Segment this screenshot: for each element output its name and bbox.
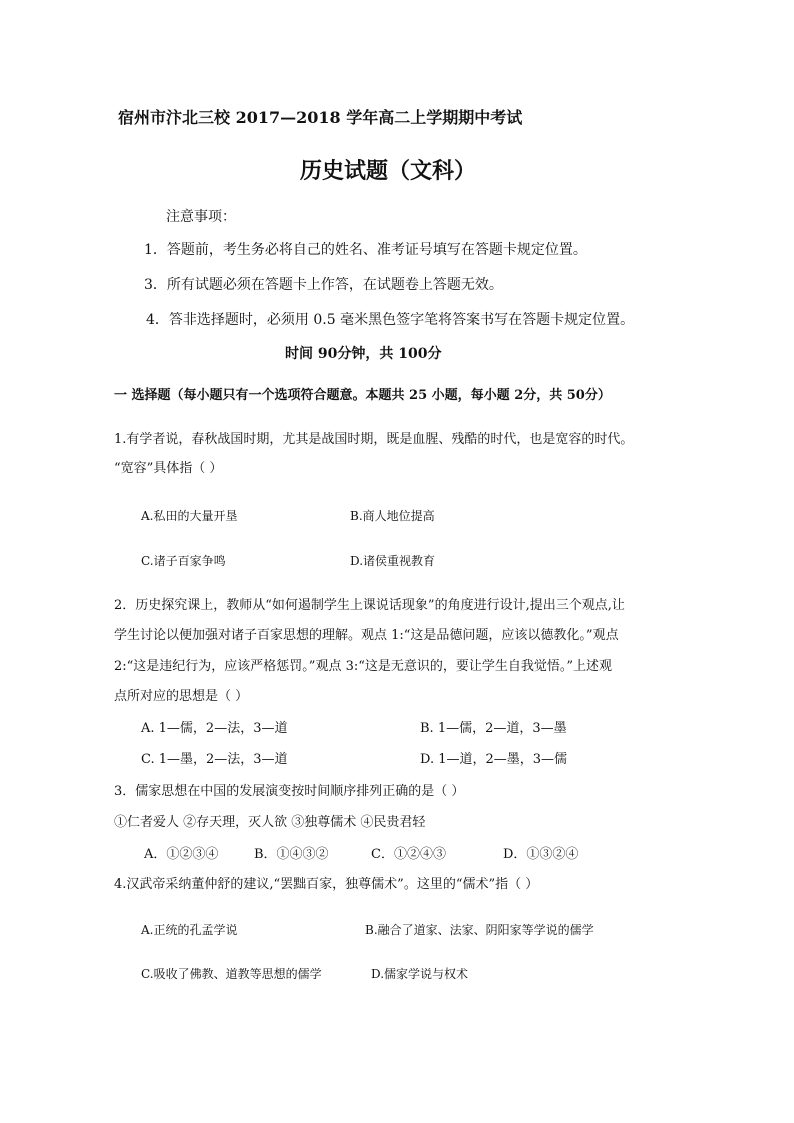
notes-heading: 注意事项： [166, 209, 236, 225]
question-3-option-d: D．①③②④ [503, 847, 579, 862]
time-info: 时间 90分钟，共 100分 [285, 346, 442, 362]
question-1-option-c: C.诸子百家争鸣 [141, 554, 226, 568]
question-2-line: 点所对应的思想是（ ） [114, 689, 249, 704]
question-3-line: ①仁者爱人 ②存天理，灭人欲 ③独尊儒术 ④民贵君轻 [114, 815, 426, 830]
question-2-option-b: B. 1—儒，2—道，3—墨 [420, 721, 567, 736]
question-4-option-a: A.正统的孔孟学说 [141, 923, 238, 937]
question-3-option-b: B．①④③② [254, 847, 329, 862]
question-2-option-c: C. 1—墨，2—法，3—道 [141, 752, 288, 767]
note-item: 1．答题前，考生务必将自己的姓名、准考证号填写在答题卡规定位置。 [144, 242, 587, 258]
question-2-option-a: A. 1—儒，2—法，3—道 [141, 721, 288, 736]
question-2-line: 2．历史探究课上，教师从“如何遏制学生上课说话现象”的角度进行设计,提出三个观点,让 [114, 598, 625, 613]
subject-title: 历史试题（文科） [300, 158, 477, 184]
question-1-option-b: B.商人地位提高 [350, 509, 435, 523]
question-1-option-a: A.私田的大量开垦 [141, 509, 238, 523]
note-item: 4．答非选择题时，必须用 0.5 毫米黑色签字笔将答案书写在答题卡规定位置。 [146, 312, 635, 328]
question-3-line: 3．儒家思想在中国的发展演变按时间顺序排列正确的是（ ） [114, 784, 465, 799]
question-3-option-a: A．①②③④ [144, 847, 219, 862]
question-2-option-d: D. 1—道，2—墨，3—儒 [420, 752, 568, 767]
question-4-line: 4.汉武帝采纳董仲舒的建议,“罢黜百家，独尊儒术”。这里的“儒术”指（ ） [114, 877, 539, 892]
question-4-option-c: C.吸收了佛教、道教等思想的儒学 [141, 967, 322, 981]
question-1-line: 1.有学者说，春秋战国时期，尤其是战国时期，既是血腥、残酷的时代，也是宽容的时代。 [114, 432, 634, 447]
question-2-line: 2:“这是违纪行为，应该严格惩罚。”观点 3:“这是无意识的，要让学生自我觉悟。”上述观 [114, 659, 613, 674]
exam-title: 宿州市汴北三校 2017—2018 学年高二上学期期中考试 [118, 108, 523, 127]
section-heading: 一 选择题（每小题只有一个选项符合题意。本题共 25 小题，每小题 2分，共 50分） [114, 388, 611, 403]
note-item: 3．所有试题必须在答题卡上作答，在试题卷上答题无效。 [144, 277, 503, 293]
question-1-line: “宽容”具体指（ ） [114, 461, 223, 476]
question-4-option-d: D.儒家学说与权术 [371, 967, 469, 981]
question-2-line: 学生讨论以便加强对诸子百家思想的理解。观点 1:“这是品德问题，应该以德教化。”观点 [114, 628, 619, 643]
question-3-option-c: C．①②④③ [371, 847, 446, 862]
question-1-option-d: D.诸侯重视教育 [350, 554, 436, 568]
question-4-option-b: B.融合了道家、法家、阴阳家等学说的儒学 [365, 923, 594, 937]
